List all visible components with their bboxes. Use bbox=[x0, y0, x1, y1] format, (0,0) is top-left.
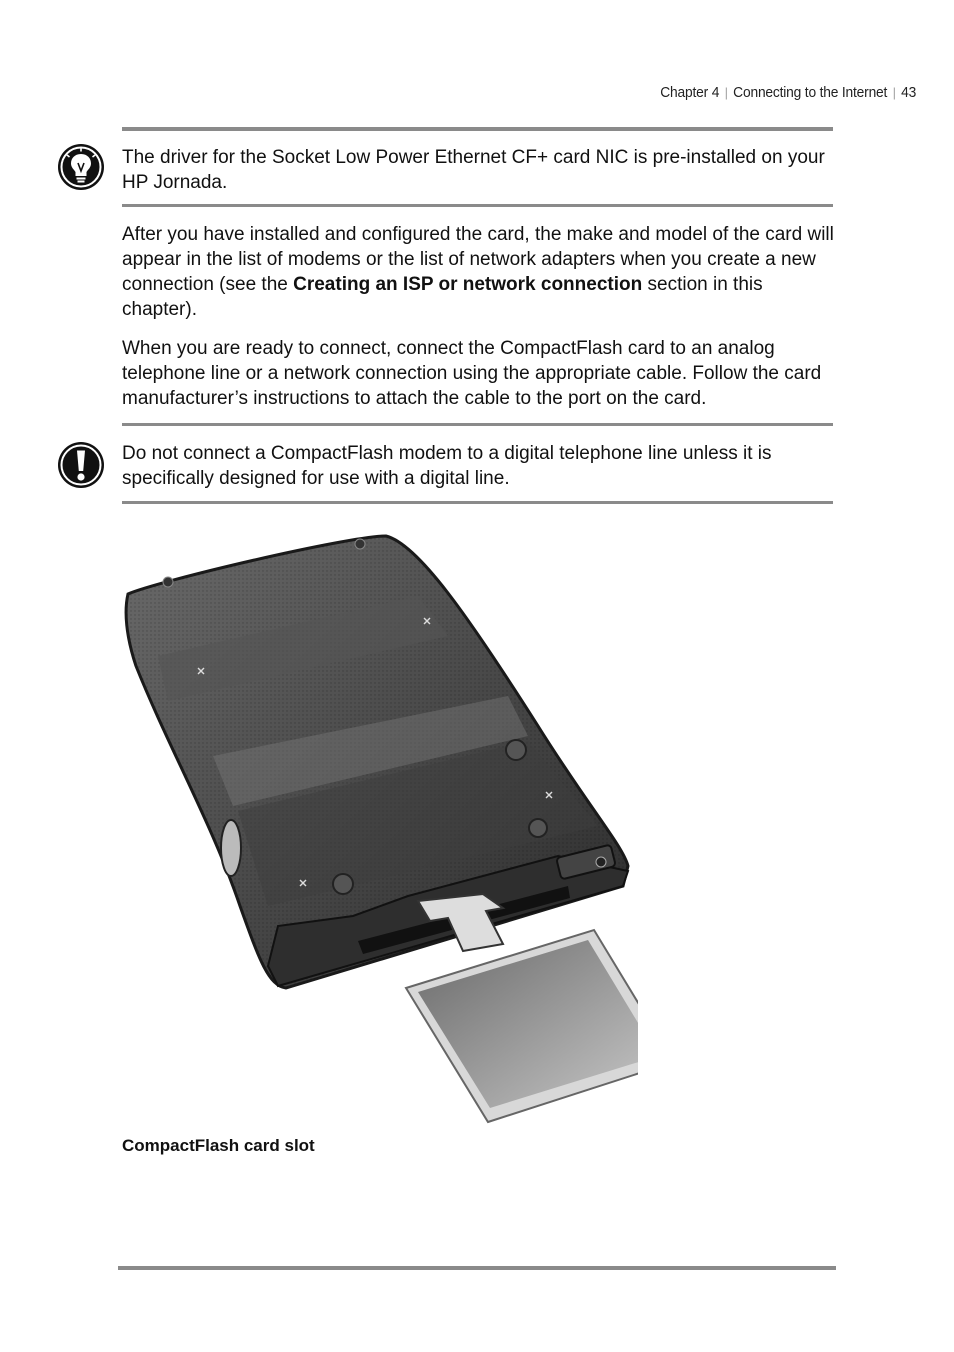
note-bottom-rule bbox=[122, 204, 833, 207]
device-illustration bbox=[118, 526, 638, 1126]
para-text: section in this chapter). bbox=[122, 274, 763, 320]
header-separator: | bbox=[724, 85, 728, 100]
header-separator: | bbox=[892, 85, 896, 100]
tip-note-text: The driver for the Socket Low Power Ethernet CF+ card NIC is pre-installed on your HP Jornada. bbox=[122, 147, 825, 193]
header-chapter: Chapter 4 bbox=[660, 84, 720, 101]
compactflash-card bbox=[406, 930, 638, 1122]
header-section: Connecting to the Internet bbox=[733, 84, 888, 101]
exclamation-icon bbox=[57, 441, 105, 489]
cross-reference: Creating an ISP or network connection bbox=[293, 274, 643, 295]
note-bottom-rule bbox=[122, 501, 833, 504]
footer-rule bbox=[118, 1266, 836, 1270]
note-top-rule bbox=[122, 127, 833, 131]
para-text: After you have installed and configured the card, the make and model of the card will appear in the list of modems or the list of network adapters when you create a new connection (see the bbox=[122, 224, 834, 295]
lightbulb-icon bbox=[57, 143, 105, 191]
note-top-rule bbox=[122, 423, 833, 426]
body-paragraph bbox=[122, 222, 840, 322]
body-paragraph: When you are ready to connect, connect the CompactFlash card to an analog telephone line or a network connection using the appropriate cable. Follow the card manufacturer’s instructions to attach the cable to the port on the card. bbox=[122, 338, 822, 409]
warning-note-text: Do not connect a CompactFlash modem to a digital telephone line unless it is specifically designed for use with a digital line. bbox=[122, 443, 772, 489]
page-number: 43 bbox=[901, 84, 916, 101]
handheld-device bbox=[126, 536, 628, 988]
figure-caption: CompactFlash card slot bbox=[122, 1136, 315, 1155]
running-header bbox=[660, 84, 916, 101]
